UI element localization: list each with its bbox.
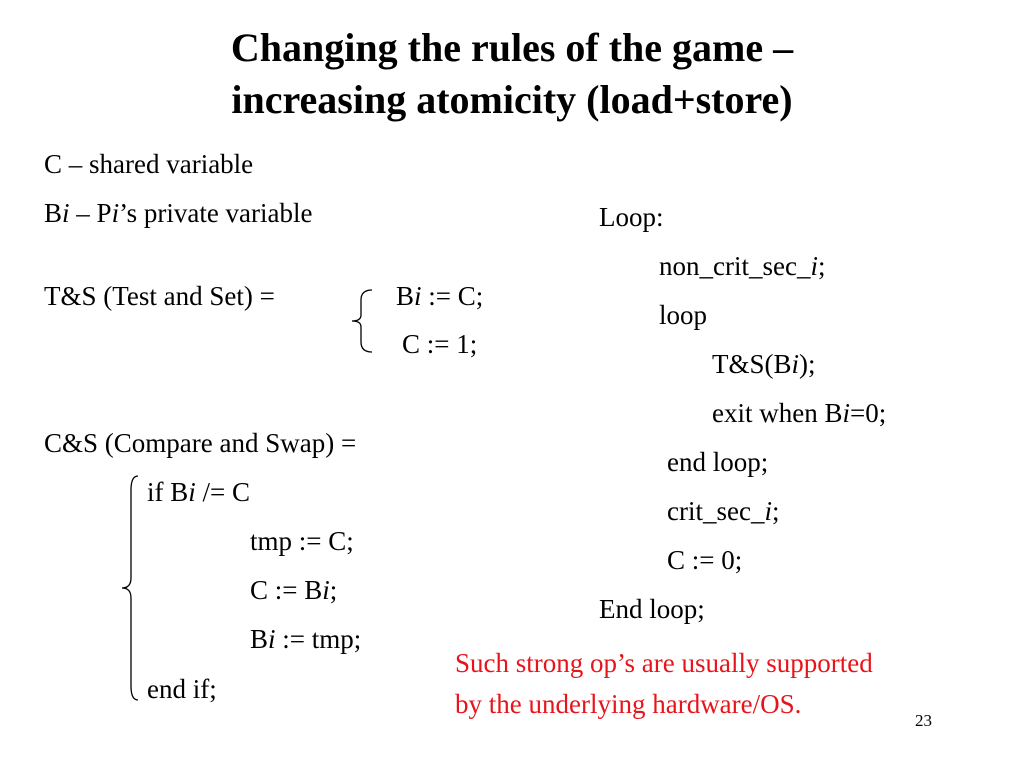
hardware-note-line-2: by the underlying hardware/OS. [455,689,802,719]
shared-variable-definition: C – shared variable [44,149,254,179]
page-number: 23 [915,711,932,730]
hardware-note-line-1: Such strong op’s are usually supported [455,648,873,678]
test-and-set-label: T&S (Test and Set) = [44,281,275,311]
title-line-1: Changing the rules of the game – [230,25,794,70]
crit-section-line: crit_sec_i; [667,496,780,526]
reset-line: C := 0; [667,545,743,575]
ts-call-line: T&S(Bi); [712,349,816,379]
loop-label: Loop: [599,202,664,232]
title-line-2: increasing atomicity (load+store) [231,77,793,122]
cas-c-line: C := Bi; [250,575,338,605]
cas-end-if: end if; [147,674,217,704]
exit-when-line: exit when Bi=0; [712,398,887,428]
cas-if-line: if Bi /= C [147,477,251,507]
compare-and-swap-label: C&S (Compare and Swap) = [44,428,357,458]
test-and-set-line-1: Bi := C; [396,281,484,311]
cas-tmp-line: tmp := C; [250,526,354,556]
private-variable-definition: Bi – Pi’s private variable [44,198,313,228]
test-and-set-line-2: C := 1; [402,329,478,359]
end-inner-loop-line: end loop; [667,447,769,477]
compare-and-swap-brace [118,474,142,702]
cas-b-line: Bi := tmp; [250,624,362,654]
end-outer-loop-line: End loop; [599,594,705,624]
inner-loop-line: loop [659,300,708,330]
slide-title [0,22,1024,126]
non-crit-section-line: non_crit_sec_i; [659,251,826,281]
test-and-set-brace [348,288,378,354]
